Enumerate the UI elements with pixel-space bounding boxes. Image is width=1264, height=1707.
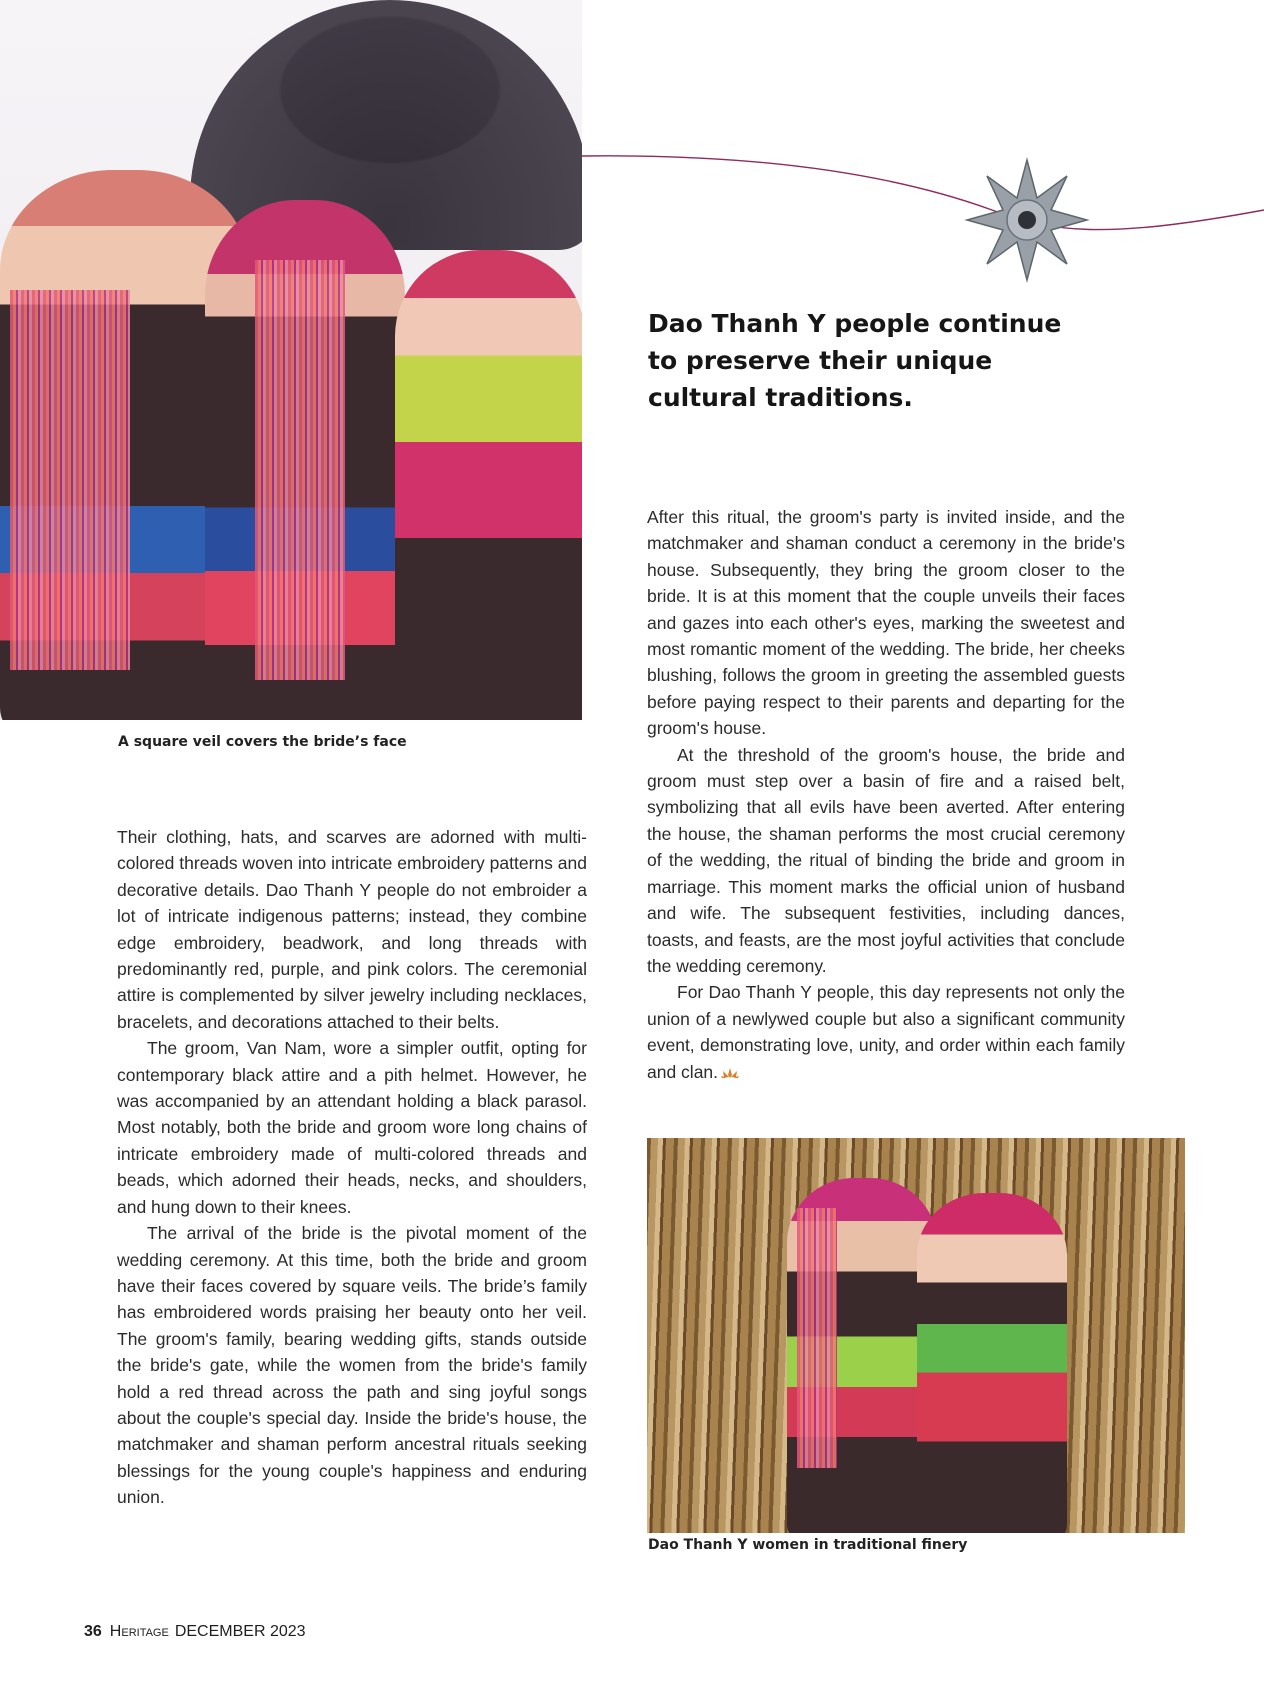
paragraph: The groom, Van Nam, wore a simpler outfit, opting for contemporary black attire and a pith helmet. However, he was accompanied by an attendant holding a black parasol. Most notably, both the bride and groom wore long chains of intricate embroidery made of multi-colored threads and beads, which adorned their heads, necks, and shoulders, and hung down to their knees. — [117, 1038, 587, 1217]
decorative-line — [582, 150, 1264, 310]
paragraph: At the threshold of the groom's house, the bride and groom must step over a basin of fire and a raised belt, symbolizing that all evils have been averted. After entering the house, the shaman performs the most crucial ceremony of the wedding, the ritual of binding the bride and groom in marriage. This moment marks the official union of husband and wife. The subsequent festivities, including dances, toasts, and feasts, are the most joyful activities that conclude the wedding ceremony. — [647, 744, 1125, 976]
woman-right — [395, 250, 582, 720]
paragraph: Their clothing, hats, and scarves are adorned with multi-colored threads woven into intricate embroidery patterns and decorative details. Dao Thanh Y people do not embroider a lot of intricate indigenous patterns; instead, they combine edge embroidery, beadwork, and long threads with predominantly red, purple, and pink colors. The ceremonial attire is complemented by silver jewelry including necklaces, bracelets, and decorations attached to their belts. — [117, 827, 587, 1032]
magazine-name: Heritage — [109, 1623, 169, 1640]
issue-date: DECEMBER 2023 — [174, 1623, 306, 1640]
thread-fringe — [255, 260, 345, 680]
paragraph: The arrival of the bride is the pivotal moment of the wedding ceremony. At this time, both the bride and groom have their faces covered by square veils. The bride’s family has embroidered words praising her beauty onto her veil. The groom's family, bearing wedding gifts, stands outside the bride's gate, while the women from the bride's family hold a red thread across the path and sing joyful songs about the couple's special day. Inside the bride's house, the matchmaker and shaman perform ancestral rituals seeking blessings for the young couple's happiness and enduring union. — [117, 1223, 587, 1508]
photo-women-finery — [647, 1138, 1185, 1533]
page-number: 36 — [84, 1623, 102, 1640]
article-column-left — [117, 824, 587, 1511]
silver-star-ornament-icon — [967, 160, 1087, 280]
paragraph: After this ritual, the groom's party is invited inside, and the matchmaker and shaman conduct a ceremony in the bride's house. Subsequently, they bring the groom closer to the bride. It is at this moment that the couple unveils their faces and gazes into each other's eyes, marking the sweetest and most romantic moment of the wedding. The bride, her cheeks blushing, follows the groom in greeting the assembled guests before paying respect to their parents and departing for the groom's house. — [647, 507, 1125, 739]
page-footer — [84, 1623, 306, 1641]
thread-fringe — [10, 290, 130, 670]
pull-quote-headline: Dao Thanh Y people continue to preserve their unique cultural traditions. — [648, 309, 1062, 412]
thread-fringe — [797, 1208, 837, 1468]
woman-right — [917, 1193, 1067, 1533]
paragraph-text: For Dao Thanh Y people, this day represents not only the union of a newlywed couple but also a significant community event, demonstrating love, unity, and order within each family and clan. — [647, 982, 1125, 1082]
photo-bride-veil — [0, 0, 582, 720]
article-column-right — [647, 504, 1125, 1085]
photo-caption-top: A square veil covers the bride’s face — [118, 734, 407, 750]
photo-caption-bottom: Dao Thanh Y women in traditional finery — [648, 1537, 968, 1553]
paragraph-last — [647, 979, 1125, 1085]
lotus-icon — [720, 1067, 740, 1079]
